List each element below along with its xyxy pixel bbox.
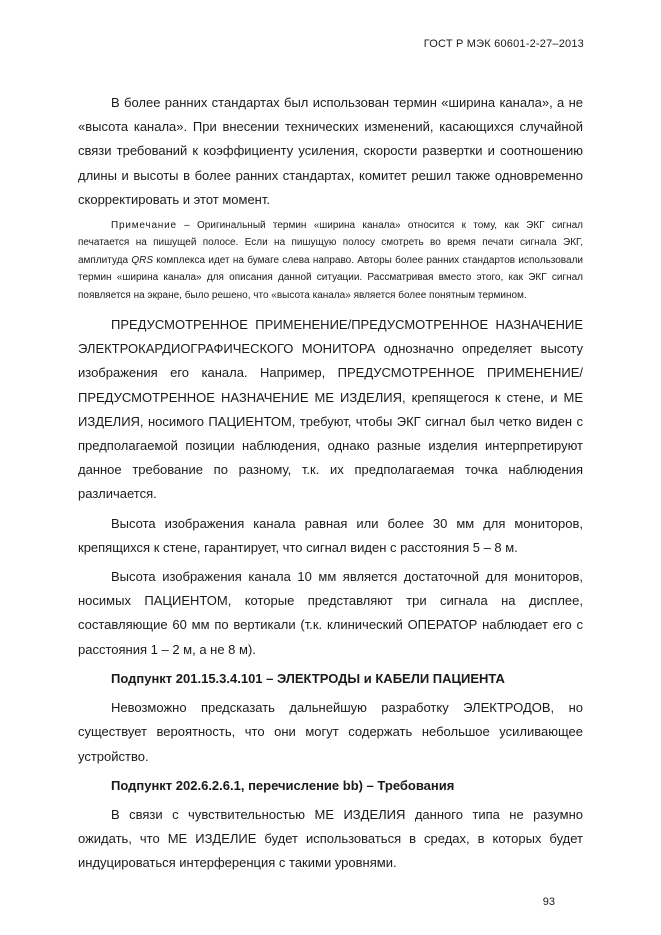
paragraph-electrodes: Невозможно предсказать дальнейшую разработку ЭЛЕКТРОДОВ, но существует вероятность, что они могут содержать небольшое усиливающее устройство. [78,700,583,764]
note-label: Примечание [111,220,177,232]
paragraph-wall-monitors: Высота изображения канала равная или более 30 мм для мониторов, крепящихся к стене, гарантирует, что сигнал виден с расстояния 5 – 8 м. [78,515,583,555]
paragraph-sensitivity: В связи с чувствительностью МЕ ИЗДЕЛИЯ данного типа не разумно ожидать, что МЕ ИЗДЕЛИЕ будет использоваться в средах, в которых будет индуцироваться интерференция с такими уровнями. [78,806,583,871]
subclause-heading-requirements: Подпункт 202.6.2.6.1, перечисление bb) – Требования [111,777,455,793]
standard-header: ГОСТ Р МЭК 60601-2-27–2013 [423,38,584,50]
paragraph-channel-width: В более ранних стандартах был использован термин «ширина канала», а не «высота канала». При внесении технических изменений, касающихся случайной связи требований к коэффициенту усиления, скорости развертки и соотношению длины и высоты в более ранних стандартах, комитет решил также одновременно скорректировать и этот момент. [78,95,583,207]
note-text-part1: Оригинальный термин «ширина канала» относится к тому, как ЭКГ сигнал печатается на пишущей полосе. Если на пишущую полосу смотреть во время печати сигнала ЭКГ, амплитуда [78,220,583,266]
paragraph-worn-monitors: Высота изображения канала 10 мм является достаточной для мониторов, носимых ПАЦИЕНТОМ, которые представляют три сигнала на дисплее, составляющие 60 мм по вертикали (т.к. клинический ОПЕРАТОР наблюдает его с расстояния 1 – 2 м, а не 8 м). [78,569,583,657]
note [78,217,583,304]
note-dash: – [176,220,198,232]
note-qrs: QRS [131,254,153,266]
paragraph-intended-use: ПРЕДУСМОТРЕННОЕ ПРИМЕНЕНИЕ/ПРЕДУСМОТРЕННОЕ НАЗНАЧЕНИЕ ЭЛЕКТРОКАРДИОГРАФИЧЕСКОГО МОНИТОРА однозначно определяет высоту изображения его канала. Например, ПРЕДУСМОТРЕННОЕ ПРИМЕНЕНИЕ/ПРЕДУСМОТРЕННОЕ НАЗНАЧЕНИЕ МЕ ИЗДЕЛИЯ, крепящегося к стене, и МЕ ИЗДЕЛИЯ, носимого ПАЦИЕНТОМ, требуют, чтобы ЭКГ сигнал был четко виден с предполагаемой позиции наблюдения, однако разные изделия интерпретируют данное требование по разному, т.к. их предполагаемая точка наблюдения различается. [78,317,583,502]
note-text-part2: комплекса идет на бумаге слева направо. Авторы более ранних стандартов использовали термин «ширина канала» для описания данной ситуации. Рассматривая вместо этого, как ЭКГ сигнал появляется на экране, было решено, что «высота канала» является более понятным термином. [78,254,583,301]
subclause-heading-electrodes: Подпункт 201.15.3.4.101 – ЭЛЕКТРОДЫ и КАБЕЛИ ПАЦИЕНТА [111,670,505,686]
page-body [78,91,583,881]
page-number: 93 [542,896,555,908]
